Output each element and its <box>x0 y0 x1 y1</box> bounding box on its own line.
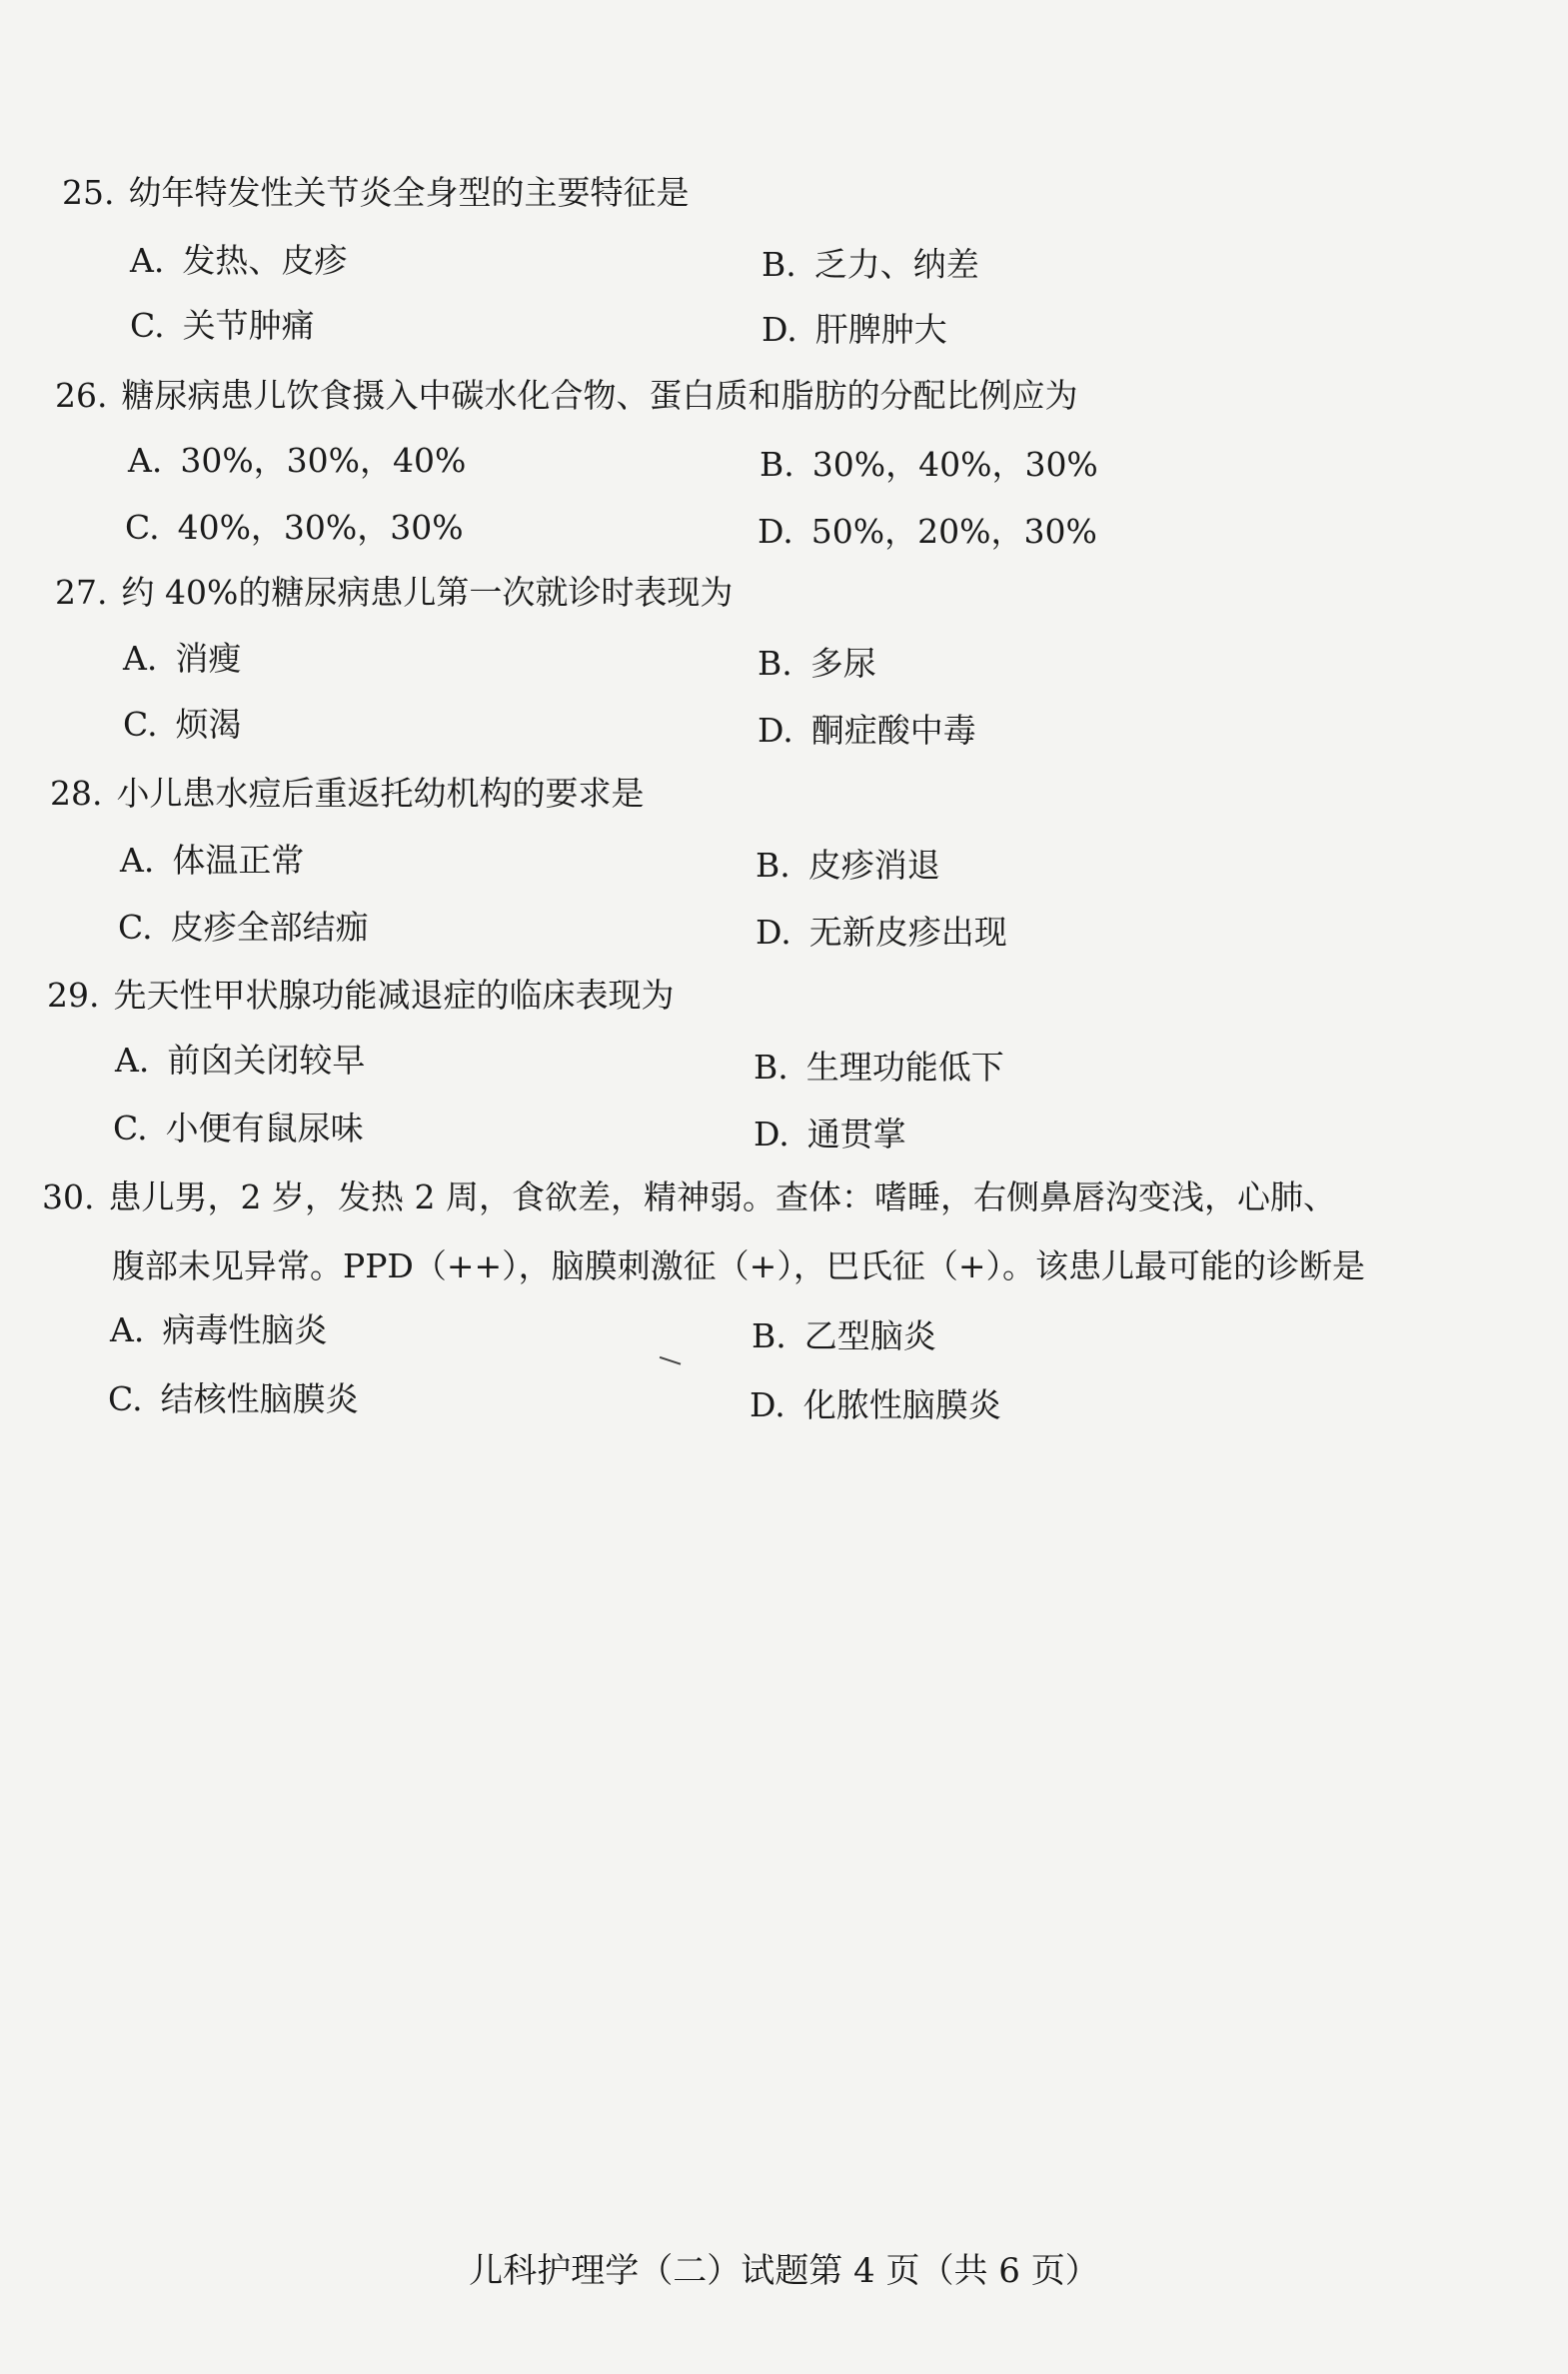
option-text: 30%，30%，40% <box>180 441 467 480</box>
question-number: 30. <box>42 1178 95 1216</box>
question-text: 患儿男，2 岁，发热 2 周，食欲差，精神弱。查体：嗜睡，右侧鼻唇沟变浅，心肺、 <box>108 1178 1336 1216</box>
question-28-option-b <box>756 845 940 887</box>
question-25-option-c <box>130 305 315 347</box>
option-text: 化脓性脑膜炎 <box>802 1385 1001 1424</box>
option-letter: D. <box>762 310 797 349</box>
question-30-stem-line-2 <box>112 1245 1365 1287</box>
question-number: 26. <box>55 376 108 415</box>
option-letter: C. <box>113 1109 148 1148</box>
option-text: 小便有鼠尿味 <box>165 1109 364 1148</box>
question-30-option-a <box>110 1309 327 1351</box>
question-26-option-b <box>760 444 1098 486</box>
question-30-option-b <box>752 1315 936 1357</box>
option-letter: C. <box>125 508 160 547</box>
option-letter: B. <box>762 245 796 284</box>
question-25-option-b <box>762 244 979 286</box>
option-letter: D. <box>750 1385 785 1424</box>
question-27-option-d <box>758 710 976 752</box>
question-30-option-d <box>750 1384 1001 1426</box>
option-text: 50%，20%，30% <box>810 512 1097 551</box>
question-29-stem <box>47 975 674 1017</box>
option-text: 皮疹消退 <box>807 846 940 885</box>
question-number: 27. <box>55 573 108 612</box>
question-29-option-a <box>115 1040 365 1082</box>
option-text: 前囟关闭较早 <box>167 1041 366 1080</box>
option-text: 发热、皮疹 <box>182 241 348 280</box>
option-text: 消瘦 <box>175 639 242 678</box>
option-text: 乙型脑炎 <box>803 1316 936 1355</box>
question-text: 小儿患水痘后重返托幼机构的要求是 <box>116 774 645 813</box>
option-letter: A. <box>120 841 155 880</box>
option-letter: B. <box>752 1316 786 1355</box>
option-text: 酮症酸中毒 <box>810 711 976 750</box>
option-letter: A. <box>130 241 165 280</box>
question-28-option-c <box>118 907 369 949</box>
question-number: 25. <box>62 173 115 212</box>
question-27-stem <box>55 572 733 614</box>
question-26-option-c <box>125 507 464 549</box>
option-letter: C. <box>123 705 158 744</box>
option-text: 体温正常 <box>172 841 305 880</box>
option-text: 无新皮疹出现 <box>808 913 1007 952</box>
option-letter: B. <box>754 1048 788 1087</box>
option-text: 多尿 <box>809 644 876 683</box>
option-text: 肝脾肿大 <box>814 310 947 349</box>
option-letter: A. <box>123 639 158 678</box>
option-letter: B. <box>760 445 794 484</box>
option-letter: A. <box>115 1041 150 1080</box>
option-text: 病毒性脑炎 <box>162 1310 328 1349</box>
question-28-option-a <box>120 840 304 882</box>
option-letter: C. <box>118 908 153 947</box>
question-26-stem <box>55 375 1077 417</box>
option-text: 烦渴 <box>175 705 242 744</box>
question-27-option-a <box>123 638 241 680</box>
question-25-option-d <box>762 309 947 351</box>
question-number: 28. <box>50 774 103 813</box>
question-text: 约 40%的糖尿病患儿第一次就诊时表现为 <box>121 573 734 612</box>
question-29-option-d <box>754 1114 906 1156</box>
option-letter: D. <box>758 512 793 551</box>
option-letter: C. <box>108 1379 143 1418</box>
question-26-option-d <box>758 511 1097 553</box>
option-text: 30%，40%，30% <box>811 445 1098 484</box>
question-30-stem <box>42 1177 1336 1218</box>
question-28-option-d <box>756 912 1007 954</box>
question-text: 糖尿病患儿饮食摄入中碳水化合物、蛋白质和脂肪的分配比例应为 <box>121 376 1078 415</box>
option-letter: A. <box>110 1310 145 1349</box>
question-30-option-c <box>108 1378 359 1420</box>
option-text: 通贯掌 <box>806 1115 906 1154</box>
question-25-option-a <box>130 240 347 282</box>
option-letter: D. <box>754 1115 789 1154</box>
option-text: 生理功能低下 <box>805 1048 1004 1087</box>
stray-pen-mark <box>657 1356 682 1374</box>
option-text: 结核性脑膜炎 <box>160 1379 359 1418</box>
option-text: 乏力、纳差 <box>813 245 979 284</box>
option-letter: B. <box>758 644 792 683</box>
question-text: 先天性甲状腺功能减退症的临床表现为 <box>113 976 675 1015</box>
option-text: 40%，30%，30% <box>177 508 464 547</box>
option-letter: D. <box>758 711 793 750</box>
option-letter: D. <box>756 913 791 952</box>
option-letter: A. <box>128 441 163 480</box>
option-letter: C. <box>130 306 165 345</box>
question-25-stem <box>62 172 689 214</box>
option-letter: B. <box>756 846 790 885</box>
question-text-continued: 腹部未见异常。PPD（++），脑膜刺激征（+），巴氏征（+）。该患儿最可能的诊断是 <box>112 1246 1365 1285</box>
option-text: 皮疹全部结痂 <box>170 908 369 947</box>
question-29-option-c <box>113 1108 364 1150</box>
question-27-option-b <box>758 643 876 685</box>
question-28-stem <box>50 773 644 815</box>
option-text: 关节肿痛 <box>182 306 315 345</box>
question-26-option-a <box>128 440 466 482</box>
question-number: 29. <box>47 976 100 1015</box>
question-29-option-b <box>754 1047 1004 1089</box>
page-footer: 儿科护理学（二）试题第 4 页（共 6 页） <box>469 2251 1099 2291</box>
question-text: 幼年特发性关节炎全身型的主要特征是 <box>128 173 690 212</box>
question-27-option-c <box>123 704 242 746</box>
